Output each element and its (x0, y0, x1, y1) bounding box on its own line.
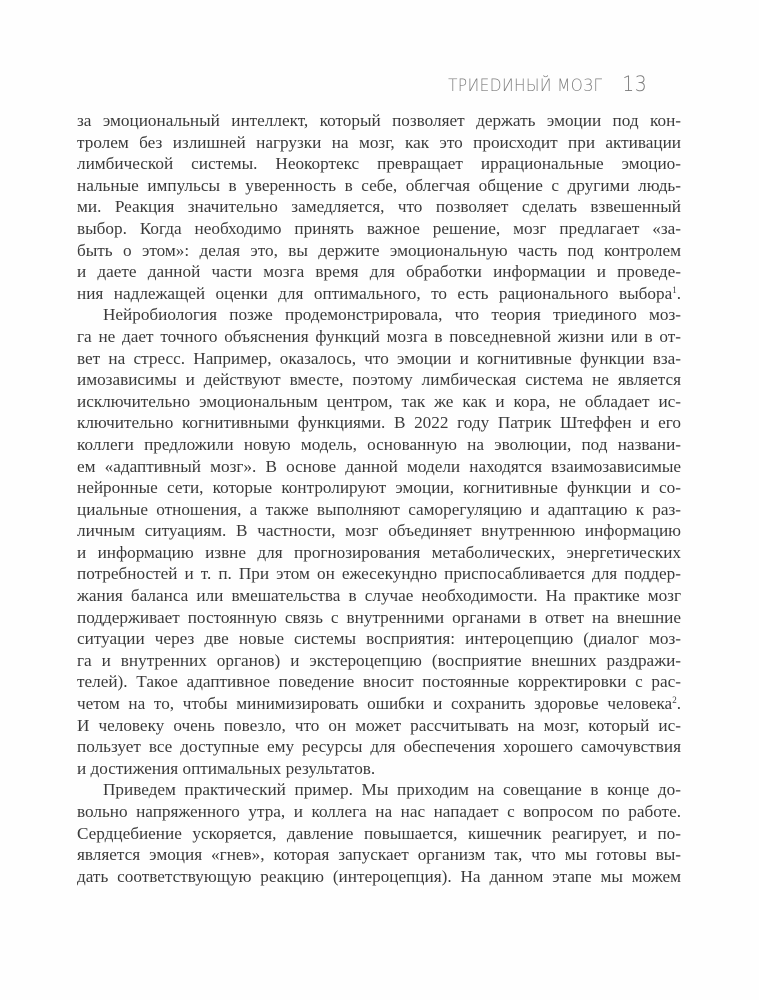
line-text: циальные отношения, а также выполняют саморегуляцию и адаптацию к раз- (77, 499, 681, 519)
line-text: ситуации через две новые системы восприятия: интероцепцию (диалог моз- (77, 629, 681, 649)
line-text: Нейробиология позже продемонстрировала, что теория триединого моз- (103, 305, 681, 325)
text-line (77, 434, 681, 456)
text-line (77, 196, 681, 218)
line-text: лимбической системы. Неокортекс превращает иррациональные эмоцио- (77, 154, 681, 174)
line-text: тролем без излишней нагрузки на мозг, как это происходит при активации (77, 132, 681, 152)
paragraph (77, 779, 681, 887)
line-text: ключительно когнитивными функциями. В 2022 году Патрик Штеффен и его (77, 413, 681, 433)
text-line (77, 304, 681, 326)
line-text: быть о этом»: делая это, вы держите эмоциональную часть под контролем (77, 240, 681, 260)
line-text: нальные импульсы в уверенность в себе, облегчая общение с другими людь- (77, 175, 681, 195)
text-line (77, 369, 681, 391)
paragraph (77, 715, 681, 780)
text-line (77, 326, 681, 348)
running-head (448, 72, 647, 96)
line-text: Сердцебиение ускоряется, давление повышается, кишечник реагирует, и по- (77, 823, 681, 843)
text-line (77, 715, 681, 737)
text-line (77, 283, 681, 305)
text-line (77, 412, 681, 434)
text-line (77, 240, 681, 262)
text-line (77, 132, 681, 154)
text-line (77, 758, 681, 780)
paragraph (77, 304, 681, 714)
text-line (77, 801, 681, 823)
line-text: вольно напряженного утра, и коллега на нас нападает с вопросом по работе. (77, 802, 681, 821)
text-line (77, 628, 681, 650)
text-line (77, 671, 681, 693)
line-end-punctuation: . (676, 694, 681, 714)
line-text: поддерживает постоянную связь с внутренними органами в ответ на внешние (77, 607, 681, 627)
line-text: является эмоция «гнев», которая запускает организм так, что мы готовы вы- (77, 845, 681, 865)
line-text: личным ситуациям. В частности, мозг объединяет внутреннюю информацию (77, 521, 681, 541)
line-text: имозависимы и действуют вместе, поэтому лимбическая система не является (77, 370, 681, 390)
line-text: выбор. Когда необходимо принять важное решение, мозг предлагает «за- (77, 218, 681, 238)
line-text: и информацию извне для прогнозирования метаболических, энергетических (77, 542, 681, 562)
line-text: телей). Такое адаптивное поведение вносит постоянные корректировки с рас- (77, 672, 681, 692)
line-text: ем «адаптивный мозг». В основе данной модели находятся взаимозависимые (77, 456, 681, 476)
line-text: жания баланса или вмешательства в случае необходимости. На практике мозг (77, 586, 681, 606)
footnote-marker[interactable]: 2 (672, 695, 677, 706)
text-line (77, 866, 681, 888)
line-text: га не дает точного объяснения функций мозга в повседневной жизни или в от- (77, 326, 681, 346)
line-text: га и внутренних органов) и экстероцепцию (восприятие внешних раздражи- (77, 650, 681, 670)
line-text: и даете данной части мозга время для обработки информации и проведе- (77, 262, 681, 282)
line-text: дать соответствующую реакцию (интероцепция). На данном этапе мы можем (77, 866, 681, 886)
text-line (77, 456, 681, 478)
line-text: за эмоциональный интеллект, который позволяет держать эмоции под кон- (77, 111, 681, 130)
chapter-title: ТРИЕDИНЫЙ МОЗГ (447, 76, 603, 96)
line-end-punctuation: . (676, 283, 681, 303)
text-line (77, 736, 681, 758)
text-line (77, 218, 681, 240)
text-line (77, 477, 681, 499)
line-text: пользует все доступные ему ресурсы для обеспечения хорошего самочувствия (77, 737, 681, 757)
text-line (77, 607, 681, 629)
text-line (77, 844, 681, 866)
line-text: четом на то, чтобы минимизировать ошибки и сохранить здоровье человека (77, 694, 673, 714)
text-line (77, 110, 681, 132)
text-line (77, 153, 681, 175)
text-line (77, 693, 681, 715)
text-line (77, 585, 681, 607)
text-line (77, 175, 681, 197)
text-line (77, 779, 681, 801)
page-number: 13 (622, 72, 647, 96)
line-text: коллеги предложили новую модель, основанную на эволюции, под названи- (77, 434, 681, 454)
text-line (77, 499, 681, 521)
text-line (77, 261, 681, 283)
line-text: ми. Реакция значительно замедляется, что позволяет сделать взвешенный (77, 197, 681, 217)
line-text: И человеку очень повезло, что он может рассчитывать на мозг, который ис- (77, 715, 681, 735)
text-line (77, 563, 681, 585)
line-text: нейронные сети, которые контролируют эмоции, когнитивные функции и со- (77, 478, 681, 498)
line-text: потребностей и т. п. При этом он ежесекундно приспосабливается для поддер- (77, 564, 681, 584)
text-line (77, 391, 681, 413)
line-text: и достижения оптимальных результатов. (77, 758, 376, 778)
text-line (77, 823, 681, 845)
line-text: вет на стресс. Например, оказалось, что эмоции и когнитивные функции вза- (77, 348, 681, 368)
text-line (77, 650, 681, 672)
body-text (77, 110, 681, 887)
line-text: ния надлежащей оценки для оптимального, то есть рационального выбора (77, 283, 673, 303)
text-line (77, 542, 681, 564)
line-text: исключительно эмоциональным центром, так же как и кора, не обладает ис- (77, 391, 681, 411)
paragraph (77, 110, 681, 304)
text-line (77, 520, 681, 542)
footnote-marker[interactable]: 1 (672, 284, 677, 295)
line-text: Приведем практический пример. Мы приходим на совещание в конце до- (103, 780, 681, 800)
text-line (77, 348, 681, 370)
